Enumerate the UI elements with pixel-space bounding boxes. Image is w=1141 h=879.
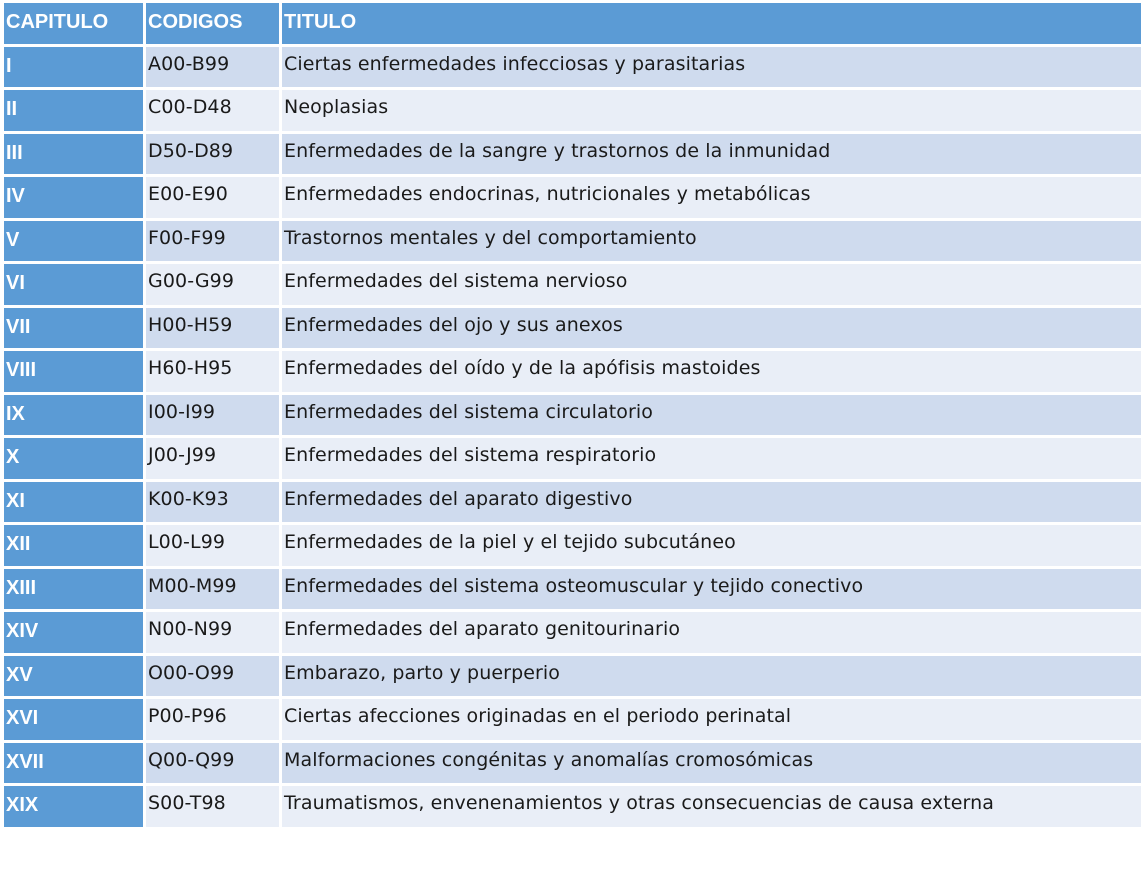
header-capitulo: CAPITULO <box>4 3 143 44</box>
cell-codigos: Q00-Q99 <box>146 743 279 784</box>
table-row <box>4 47 1141 88</box>
cell-titulo: Trastornos mentales y del comportamiento <box>282 221 1141 262</box>
table-header <box>4 3 1141 44</box>
cell-codigos: S00-T98 <box>146 786 279 827</box>
header-titulo: TITULO <box>282 3 1141 44</box>
cell-capitulo: XII <box>4 525 143 566</box>
cell-titulo: Enfermedades del ojo y sus anexos <box>282 308 1141 349</box>
cell-codigos: I00-I99 <box>146 395 279 436</box>
table-row <box>4 699 1141 740</box>
cell-codigos: E00-E90 <box>146 177 279 218</box>
cell-titulo: Enfermedades endocrinas, nutricionales y metabólicas <box>282 177 1141 218</box>
cell-titulo: Enfermedades del sistema circulatorio <box>282 395 1141 436</box>
table-row <box>4 177 1141 218</box>
cell-codigos: C00-D48 <box>146 90 279 131</box>
table-row <box>4 743 1141 784</box>
table-row <box>4 482 1141 523</box>
table-row <box>4 438 1141 479</box>
table-body <box>4 47 1141 827</box>
cell-capitulo: II <box>4 90 143 131</box>
cell-titulo: Enfermedades del oído y de la apófisis mastoides <box>282 351 1141 392</box>
table-row <box>4 221 1141 262</box>
cell-capitulo: VII <box>4 308 143 349</box>
cell-codigos: G00-G99 <box>146 264 279 305</box>
icd-chapters-table <box>1 0 1141 830</box>
cell-codigos: M00-M99 <box>146 569 279 610</box>
cell-codigos: L00-L99 <box>146 525 279 566</box>
table-row <box>4 786 1141 827</box>
cell-titulo: Enfermedades del sistema nervioso <box>282 264 1141 305</box>
header-row <box>4 3 1141 44</box>
cell-codigos: P00-P96 <box>146 699 279 740</box>
cell-titulo: Traumatismos, envenenamientos y otras consecuencias de causa externa <box>282 786 1141 827</box>
table-row <box>4 134 1141 175</box>
cell-capitulo: XIX <box>4 786 143 827</box>
header-codigos: CODIGOS <box>146 3 279 44</box>
cell-titulo: Malformaciones congénitas y anomalías cromosómicas <box>282 743 1141 784</box>
cell-capitulo: XVII <box>4 743 143 784</box>
cell-titulo: Ciertas enfermedades infecciosas y parasitarias <box>282 47 1141 88</box>
table-row <box>4 612 1141 653</box>
cell-titulo: Enfermedades de la sangre y trastornos de la inmunidad <box>282 134 1141 175</box>
cell-codigos: F00-F99 <box>146 221 279 262</box>
cell-codigos: N00-N99 <box>146 612 279 653</box>
cell-capitulo: XV <box>4 656 143 697</box>
cell-titulo: Neoplasias <box>282 90 1141 131</box>
cell-capitulo: IV <box>4 177 143 218</box>
cell-titulo: Enfermedades del sistema osteomuscular y tejido conectivo <box>282 569 1141 610</box>
cell-titulo: Embarazo, parto y puerperio <box>282 656 1141 697</box>
table-row <box>4 569 1141 610</box>
cell-codigos: D50-D89 <box>146 134 279 175</box>
cell-capitulo: XVI <box>4 699 143 740</box>
cell-codigos: H60-H95 <box>146 351 279 392</box>
table-row <box>4 264 1141 305</box>
table-row <box>4 525 1141 566</box>
cell-capitulo: VI <box>4 264 143 305</box>
cell-capitulo: XIII <box>4 569 143 610</box>
cell-titulo: Ciertas afecciones originadas en el periodo perinatal <box>282 699 1141 740</box>
cell-capitulo: IX <box>4 395 143 436</box>
cell-capitulo: I <box>4 47 143 88</box>
cell-titulo: Enfermedades del aparato digestivo <box>282 482 1141 523</box>
cell-codigos: A00-B99 <box>146 47 279 88</box>
table-row <box>4 656 1141 697</box>
cell-capitulo: XIV <box>4 612 143 653</box>
table-row <box>4 90 1141 131</box>
cell-codigos: J00-J99 <box>146 438 279 479</box>
cell-codigos: O00-O99 <box>146 656 279 697</box>
table-row <box>4 308 1141 349</box>
cell-capitulo: X <box>4 438 143 479</box>
table-row <box>4 395 1141 436</box>
cell-codigos: H00-H59 <box>146 308 279 349</box>
cell-capitulo: VIII <box>4 351 143 392</box>
table-row <box>4 351 1141 392</box>
cell-titulo: Enfermedades del sistema respiratorio <box>282 438 1141 479</box>
cell-titulo: Enfermedades de la piel y el tejido subcutáneo <box>282 525 1141 566</box>
cell-capitulo: V <box>4 221 143 262</box>
cell-codigos: K00-K93 <box>146 482 279 523</box>
cell-capitulo: III <box>4 134 143 175</box>
cell-titulo: Enfermedades del aparato genitourinario <box>282 612 1141 653</box>
cell-capitulo: XI <box>4 482 143 523</box>
